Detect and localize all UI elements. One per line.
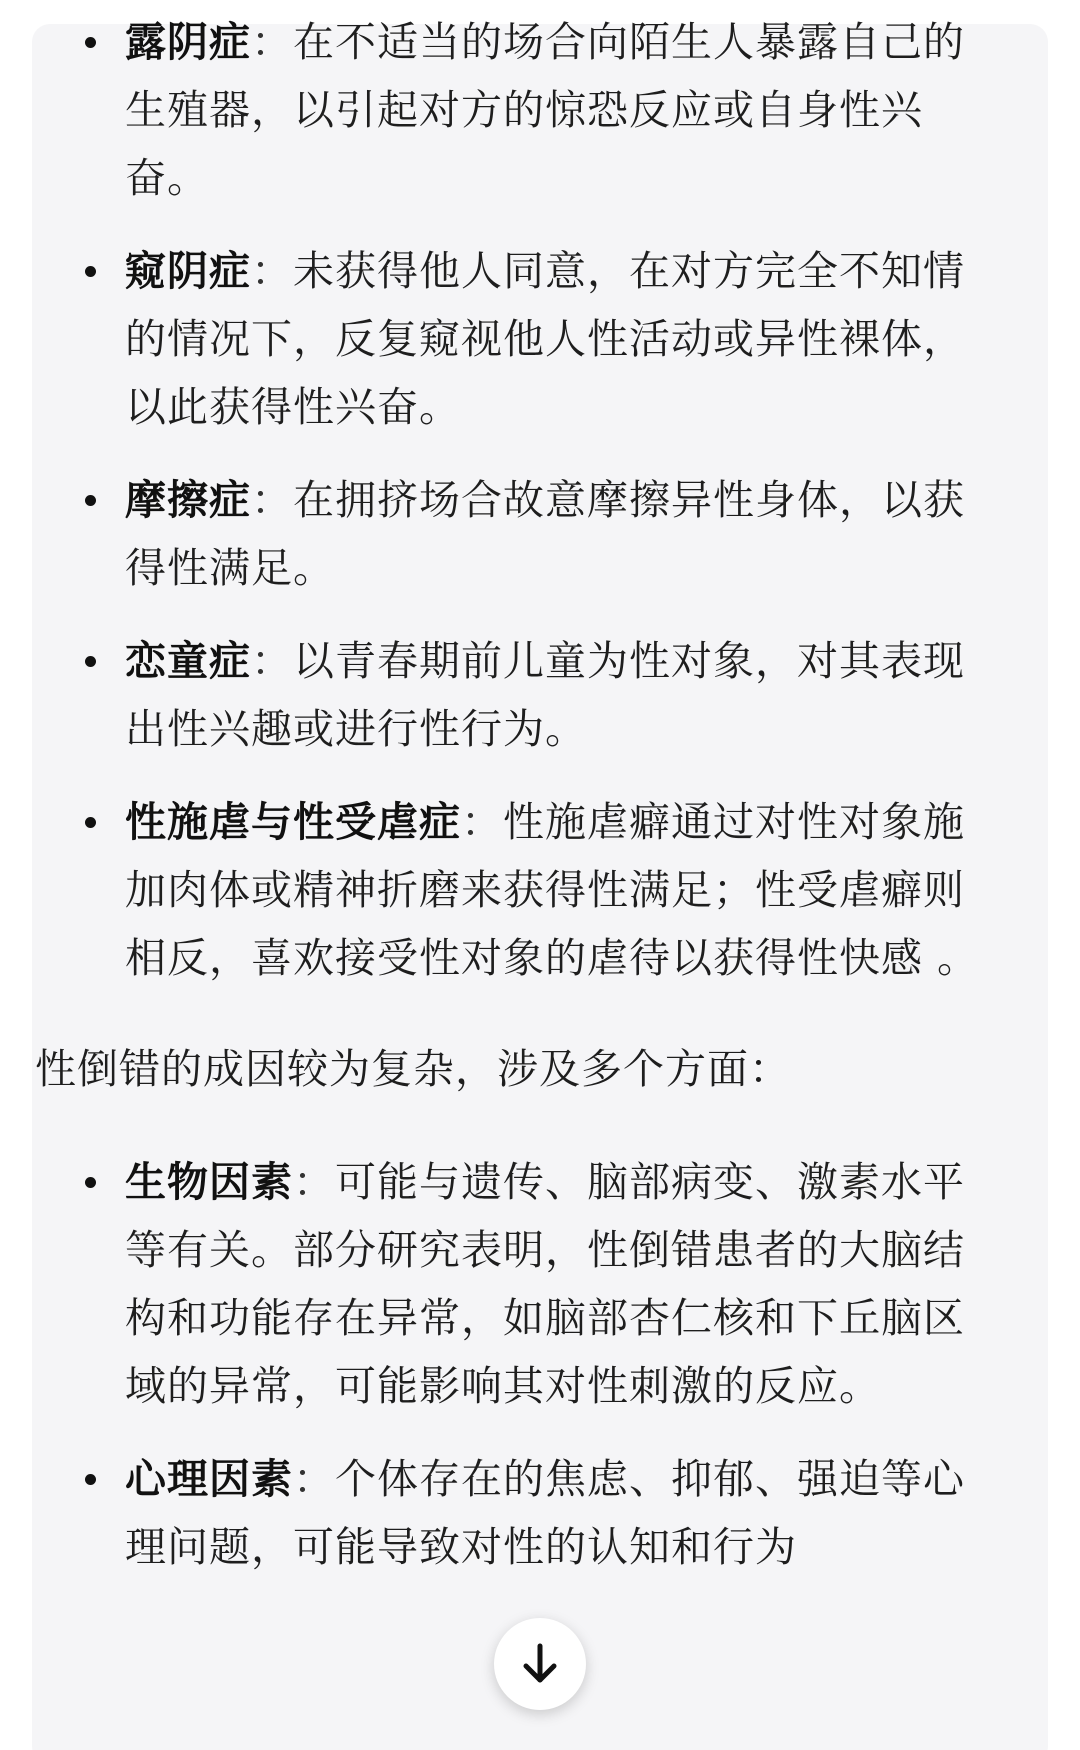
bullet-icon [85,1474,96,1485]
list-item-text: 性施虐癖通过对性对象施加肉体或精神折磨来获得性满足；性受虐癖则相反，喜欢接受性对象的虐待以获得性快感 。 [125,798,980,982]
causes-list [80,1148,980,1581]
bullet-icon [85,817,96,828]
list-item-colon: ： [251,637,293,685]
list-item [80,627,980,763]
paragraph-causes: 性倒错的成因较为复杂，涉及多个方面： [35,1045,791,1093]
bullet-icon [85,656,96,667]
arrow-down-icon [520,1642,560,1686]
list-item-colon: ： [251,247,293,295]
list-item-colon: ： [293,1455,335,1503]
list-item-colon: ： [293,1158,335,1206]
list-item-text: 可能与遗传、脑部病变、激素水平等有关。部分研究表明，性倒错患者的大脑结构和功能存在异常，如脑部杏仁核和下丘脑区域的异常，可能影响其对性刺激的反应。 [125,1158,965,1410]
bullet-icon [85,495,96,506]
bullet-icon [85,37,96,48]
list-item [80,466,980,602]
list-item-text: 未获得他人同意，在对方完全不知情的情况下，反复窥视他人性活动或异性裸体，以此获得性兴奋。 [125,247,965,431]
list-item-term: 恋童症 [125,637,251,685]
list-item [80,8,980,212]
message-content [35,8,980,1606]
disorder-list [80,8,980,992]
list-item-colon: ： [251,18,293,66]
bullet-icon [85,1177,96,1188]
list-item-term: 心理因素 [125,1455,293,1503]
list-item-text: 以青春期前儿童为性对象，对其表现出性兴趣或进行性行为。 [125,637,965,753]
list-item [80,1148,980,1420]
list-item [80,788,980,992]
list-item-text: 在拥挤场合故意摩擦异性身体，以获得性满足。 [125,476,965,592]
list-item-term: 生物因素 [125,1158,293,1206]
list-item-colon: ： [251,476,293,524]
list-item-term: 摩擦症 [125,476,251,524]
list-item-text: 在不适当的场合向陌生人暴露自己的生殖器，以引起对方的惊恐反应或自身性兴奋。 [125,18,965,202]
scroll-to-bottom-button[interactable] [494,1618,586,1710]
bullet-icon [85,266,96,277]
list-item [80,1445,980,1581]
list-item-term: 性施虐与性受虐症 [125,798,461,846]
list-item-text: 个体存在的焦虑、抑郁、强迫等心理问题，可能导致对性的认知和行为 [125,1455,965,1571]
list-item-term: 露阴症 [125,18,251,66]
list-item-colon: ： [461,798,503,846]
list-item [80,237,980,441]
list-item-term: 窥阴症 [125,247,251,295]
